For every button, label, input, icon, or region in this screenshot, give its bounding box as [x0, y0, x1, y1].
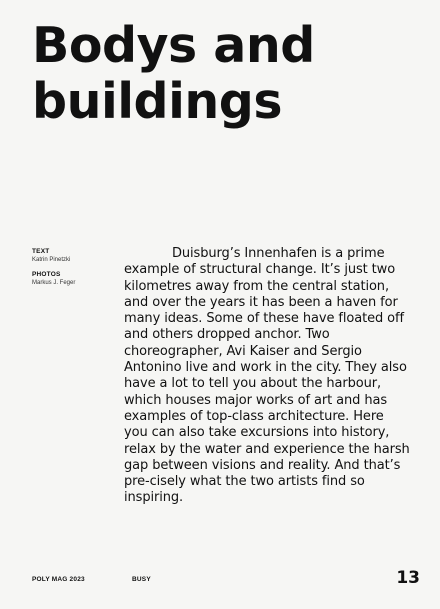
article-body: Duisburg’s Innenhafen is a prime example of structural change. It’s just two kilometres away from the central station, and over the years it has been a haven for many ideas. Some of these have floated off and others dropped anchor. Two choreographer, Avi Kaiser and Sergio Antonino live and work in the city. They also have a lot to tell you about the harbour, which houses major works of art and has examples of top-class architecture. Here you can also take excursions into history, relax by the water and experience the harsh gap between visions and reality. And that’s pre-cisely what the two artists find so inspiring. [124, 246, 410, 506]
article-headline [32, 18, 422, 130]
page-number: 13 [396, 568, 420, 588]
headline-line-2: buildings [32, 73, 283, 130]
text-credit [32, 248, 122, 264]
publication-name: POLY MAG 2023 [32, 576, 85, 583]
photos-credit-label: PHOTOS [32, 271, 61, 278]
section-name: BUSY [132, 576, 151, 583]
headline-line-1: Bodys and [32, 17, 315, 74]
text-credit-author: Katrin Pinetzki [32, 257, 71, 263]
photos-credit-author: Markus J. Feger [32, 280, 76, 286]
text-credit-label: TEXT [32, 248, 50, 255]
article-credits [32, 248, 122, 294]
photos-credit [32, 271, 122, 287]
